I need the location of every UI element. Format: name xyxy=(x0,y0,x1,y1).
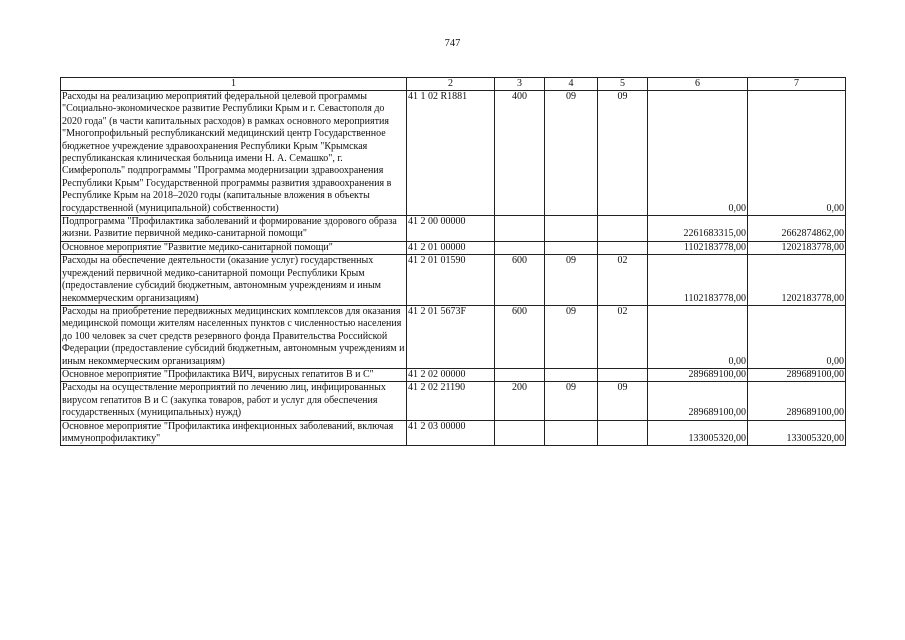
row-amount-6: 0,00 xyxy=(648,91,748,216)
row-code: 41 1 02 R1881 xyxy=(407,91,495,216)
row-col4: 09 xyxy=(545,255,598,306)
table-row xyxy=(61,420,846,446)
row-amount-7: 289689100,00 xyxy=(748,368,846,381)
row-amount-6: 2261683315,00 xyxy=(648,216,748,242)
row-amount-6: 289689100,00 xyxy=(648,382,748,420)
row-col4 xyxy=(545,368,598,381)
table-row xyxy=(61,91,846,216)
row-code: 41 2 01 5673F xyxy=(407,305,495,368)
row-code: 41 2 02 21190 xyxy=(407,382,495,420)
column-header-3: 3 xyxy=(495,78,545,91)
row-code: 41 2 02 00000 xyxy=(407,368,495,381)
row-col4: 09 xyxy=(545,382,598,420)
row-description: Расходы на приобретение передвижных медицинских комплексов для оказания медицинской помощи жителям населенных пунктов с численностью населения до 100 человек за счет средств резервного фонда Правительства Российской Федерации (предоставление субсидий бюджетным, автономным учреждениям и иным некоммерческим организациям) xyxy=(61,305,407,368)
table-row xyxy=(61,216,846,242)
row-col4: 09 xyxy=(545,305,598,368)
row-description: Основное мероприятие "Профилактика инфекционных заболеваний, включая иммунопрофилактику" xyxy=(61,420,407,446)
row-col5: 09 xyxy=(598,91,648,216)
row-amount-7: 289689100,00 xyxy=(748,382,846,420)
row-amount-7: 1202183778,00 xyxy=(748,255,846,306)
row-amount-6: 1102183778,00 xyxy=(648,255,748,306)
row-col3: 600 xyxy=(495,255,545,306)
page-number: 747 xyxy=(444,38,461,49)
row-description: Основное мероприятие "Профилактика ВИЧ, вирусных гепатитов В и С" xyxy=(61,368,407,381)
row-col5 xyxy=(598,216,648,242)
row-col3 xyxy=(495,216,545,242)
row-amount-6: 0,00 xyxy=(648,305,748,368)
row-col5 xyxy=(598,241,648,254)
row-amount-7: 133005320,00 xyxy=(748,420,846,446)
row-col5: 02 xyxy=(598,305,648,368)
row-code: 41 2 03 00000 xyxy=(407,420,495,446)
row-code: 41 2 01 00000 xyxy=(407,241,495,254)
row-description: Расходы на осуществление мероприятий по лечению лиц, инфицированных вирусом гепатитов В и С (закупка товаров, работ и услуг для обеспечения государственных (муниципальных) нужд) xyxy=(61,382,407,420)
row-code: 41 2 01 01590 xyxy=(407,255,495,306)
budget-table xyxy=(60,77,846,446)
row-col3 xyxy=(495,368,545,381)
row-amount-7: 1202183778,00 xyxy=(748,241,846,254)
table-row xyxy=(61,255,846,306)
row-col5: 09 xyxy=(598,382,648,420)
table-row xyxy=(61,368,846,381)
row-description: Расходы на обеспечение деятельности (оказание услуг) государственных учреждений первичной медико-санитарной помощи Республики Крым (предоставление субсидий бюджетным, автономным учреждениям и иным некоммерческим организациям) xyxy=(61,255,407,306)
row-col3: 600 xyxy=(495,305,545,368)
table-row xyxy=(61,241,846,254)
column-header-7: 7 xyxy=(748,78,846,91)
row-amount-6: 133005320,00 xyxy=(648,420,748,446)
header-row xyxy=(61,78,846,91)
row-amount-7: 2662874862,00 xyxy=(748,216,846,242)
table-row xyxy=(61,305,846,368)
row-col3 xyxy=(495,241,545,254)
row-col3: 200 xyxy=(495,382,545,420)
row-description: Подпрограмма "Профилактика заболеваний и формирование здорового образа жизни. Развитие первичной медико-санитарной помощи" xyxy=(61,216,407,242)
column-header-5: 5 xyxy=(598,78,648,91)
row-col5 xyxy=(598,420,648,446)
row-code: 41 2 00 00000 xyxy=(407,216,495,242)
column-header-4: 4 xyxy=(545,78,598,91)
row-col4: 09 xyxy=(545,91,598,216)
row-description: Основное мероприятие "Развитие медико-санитарной помощи" xyxy=(61,241,407,254)
row-col4 xyxy=(545,241,598,254)
row-amount-7: 0,00 xyxy=(748,305,846,368)
row-amount-6: 1102183778,00 xyxy=(648,241,748,254)
row-col3: 400 xyxy=(495,91,545,216)
row-amount-6: 289689100,00 xyxy=(648,368,748,381)
column-header-2: 2 xyxy=(407,78,495,91)
row-amount-7: 0,00 xyxy=(748,91,846,216)
row-col5 xyxy=(598,368,648,381)
column-header-6: 6 xyxy=(648,78,748,91)
row-description: Расходы на реализацию мероприятий федеральной целевой программы "Социально-экономическое развитие Республики Крым и г. Севастополя до 2020 года" (в части капитальных расходов) в рамках основного мероприятия "Многопрофильный республиканский медицинский центр Государственное бюджетное учреждение здравоохранения Республики Крым "Крымская республиканская клиническая больница имени Н. А. Семашко", г. Симферополь" подпрограммы "Программа модернизации здравоохранения Республики Крым" Государственной программы развития здравоохранения в Республике Крым на 2018–2020 годы (капитальные вложения в объекты государственной (муниципальной) собственности) xyxy=(61,91,407,216)
row-col4 xyxy=(545,216,598,242)
row-col5: 02 xyxy=(598,255,648,306)
column-header-1: 1 xyxy=(61,78,407,91)
table-row xyxy=(61,382,846,420)
row-col4 xyxy=(545,420,598,446)
row-col3 xyxy=(495,420,545,446)
